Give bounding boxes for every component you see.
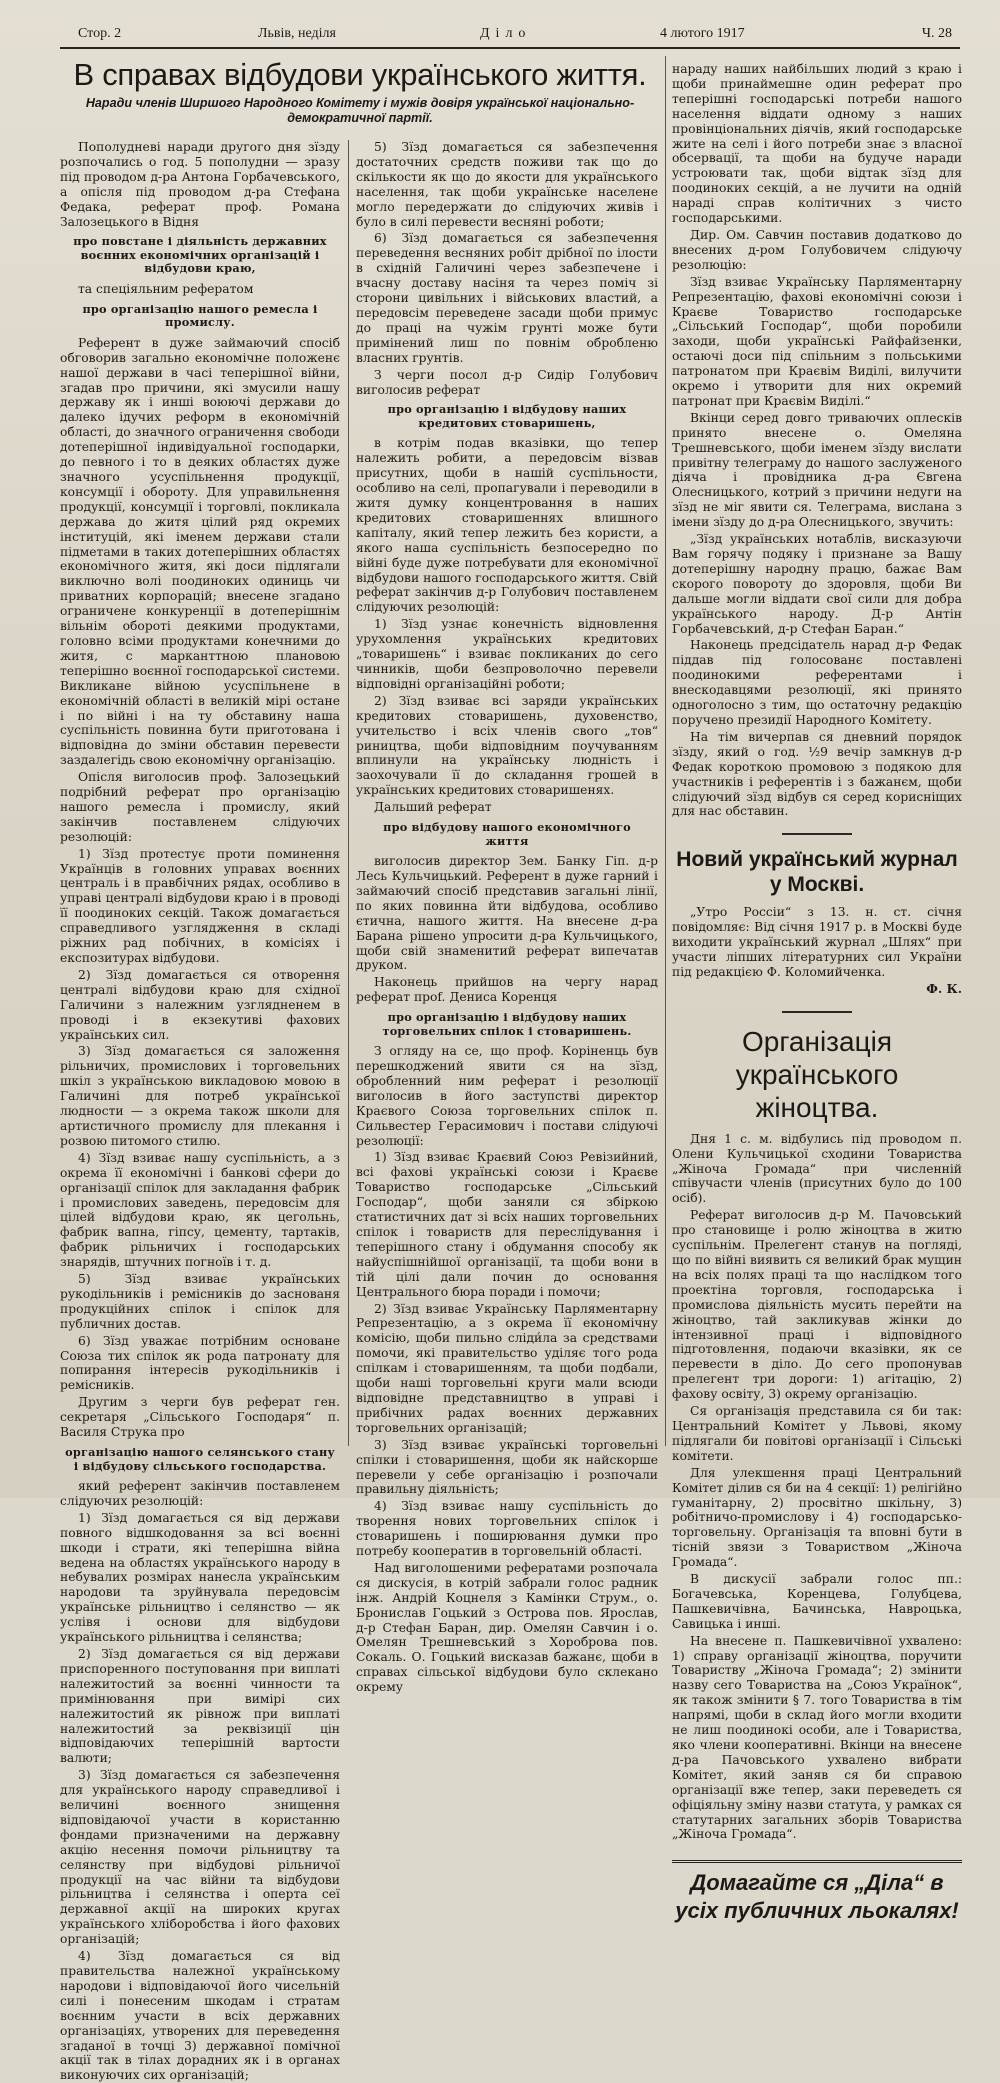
column-divider — [665, 56, 666, 1446]
paragraph: Референт в дуже займаючий спосіб обговорив загально економічне положенє нашої держави в часі теперішної війни, згадав про причини, які змусили нашу державу як і инші воюючі держави до далеко ідучих реформ в економічній області, до значного ограничення свободи дотеперішної індивідуальної господарки, до певного і то в деяких областях дуже значного усуспільнення продукції, консумції і обороту. Для управильнення продукції, консумції і торговлі, покликала держава до житя цілий ряд окремих інституцій, які іменем держави стали підметами в таких дотеперішних областях економічного житя, які доси підлягали виключно волі поодиноких одиниць чи приватних корпорацій; внесене згадано ограничене конкуренції в дотеперішнім вільнім обороті деякими продуктами, головно всіми продуктами конечними до житя, с марканттною плановою теперішно воєнної господарської системи. Викликане війною усуспільнене в економічній області в великій мірі остане і по війні і на ту обставину наша суспільність повинна бути приготована і відповідна до зміни обставин перевести заздалегідь свою економічну організацію. — [60, 335, 340, 768]
paragraph: Вкінци серед довго триваючих оплесків принято внесене о. Омеляна Трешневського, щоби іменем зїзду вислати привітну телеграму до нашого заслуженого діяча і провідника д-ра Євгена Олесницького, котрий з причини недуги на зїзд не міг явити ся. Телеграма, вислана з імени зїзду до д-ра Олесницького, звучить: — [672, 410, 962, 530]
paragraph: в котрім подав вказівки, що тепер належить робити, а передовсім візвав присутних, щоби в нашій суспільности, особливо на селі, пропагували і переводили в житя думку концентровання в наших кредитових стоваришеннях влишного капіталу, який тепер лежить без користи, а якого наша суспільність безпосередно по війні буде дуже потребувати для економічної відбудови нашого господарського життя. Свій реферат закінчив д-р Голубович поставленем слідуючих резолюцій: — [356, 436, 658, 615]
resolution: Зїзд взиває Українську Парляментарну Репрезентацію, фахові економічні союзи і Краєве Товариство господарське „Сільський Господар“, щоби поробили заходи, щоби українські Райфайзенки, остаючі доси під спільним з польськими патронатом при Краєвім Виділі, вилучити окремо і утворити для них окремий патронат при Краєвім Виділі.“ — [672, 274, 962, 408]
article-title: Новий український журнал у Москві. — [676, 848, 958, 897]
section-separator — [782, 833, 852, 835]
section-heading: про відбудову нашого економічного життя — [383, 820, 631, 848]
paragraph: В дискусії забрали голос пп.: Богачевська, Коренцева, Голубцева, Пашкевичівна, Бачинська, Навроцька, Савицька і инші. — [672, 1572, 962, 1631]
advertisement: Домагайте ся „Діла“ в усіх публичних льокалях! — [672, 1860, 962, 1925]
place-day: Львів, неділя — [258, 26, 336, 41]
paragraph: Для улекшення праці Центральний Комітет ділив ся би на 4 секції: 1) релігійно гуманітарну, 2) просвітно шкільну, 3) робітничо-промислову і 4) господарсько-торговельну. Організація та вповні бути в тісній звязи з Товариством „Жіноча Громада“. — [672, 1465, 962, 1570]
paragraph: Ся організація представила ся би так: Центральний Комітет у Львові, якому підлягали би повітові організації і Сільські комітети. — [672, 1404, 962, 1463]
section-heading: про організацію і відбудову наших кредитових стоваришень, — [387, 402, 627, 430]
paragraph: та спеціяльним рефератом — [78, 281, 254, 296]
column-divider — [348, 140, 349, 1446]
column-1 — [60, 140, 340, 2083]
paragraph: На внесене п. Пашкевичівної ухвалено: 1) справу організації жіноцтва, поручити Товариству „Жіноча Громада“; 2) змінити назву сего Товариства на „Союз Українок“, як також змінити § 7. того Товариства в тім напрямі, щоби в склад його могли входити не лиш поодинокі особи, але і Товариства, яко члени кооперативні. Вкінци на внесене д-ра Пачовського ухвалено вибрати Комітет, який заняв ся би справою організації вже тепер, заки переведеть ся офіціяльну зміну назви статута, у рамках ся статутарних загальних зборів Товариства „Жіноча Громада“. — [672, 1633, 962, 1842]
paragraph: Опісля виголосив проф. Залозецький подрібний реферат про організацію нашого ремесла і промислу, який закінчив поставленем слідуючих резолюцій: — [60, 770, 340, 844]
paragraph: нараду наших найбільших людий з краю і щоби принаймешне один реферат про теперішні господарські потреби нашого населення віддати одному з наших провінціональних діячів, який господарське жите на селі і його потреби знає з власної обсервації, та щоби на будуче наради устроювати так, щоби відтак зїзд для поодиноких секцій, а не лучити на одній нараді справ колітичних з чисто господарськими. — [672, 62, 962, 226]
resolution: 5) Зїзд домагається ся забезпечення достаточних средств поживи так що до скількости як що до якости для українського населення, так щоби українське населене могло передержати до слідуючих живів і було в силі перевести весняні роботи; — [356, 140, 658, 229]
issue-number: Ч. 28 — [921, 26, 952, 41]
header-rule — [60, 47, 960, 49]
telegram-text: „Зїзд українських нотаблів, висказуючи Вам горячу подяку і признане за Вашу дотеперішну народну працю, бажає Вам скорого повороту до здоровля, щоби Ви дальше могли віддати свої сили для добра українського народу. Д-р Антін Горбачевський, д-р Стефан Баран.“ — [672, 532, 962, 636]
paragraph: Реферат виголосив д-р М. Пачовський про становище і ролю жіноцтва в житю суспільнім. Прелегент станув на погляді, що по війні виявить ся великий брак мущин на всіх полях праці та що наслідком того проектіна торговля, господарська і промислова діяльність мусить перейти на жіноцтво, тай закликував жінки до інтензивної праці і відповідного підготовлення, подаючи вказівки, як се перевести в діло. До сего пропонував прелегент три дороги: 1) агітацію, 2) фахову освіту, 3) окрему організацію. — [672, 1208, 962, 1402]
newspaper-name: Діло — [480, 26, 532, 41]
resolution: 6) Зїзд домагається ся забезпечення переведення весняних робіт дрібної по ілости в східній Галичині через забезпечене і вчасну доставу насіня та через поміч зі сторони цивільних і військових властий, а передовсім переведене засади щоби примус до праці на чужім грунті може бути примінений лиш по повнім обробленю власних грунтів. — [356, 231, 658, 365]
resolution: 1) Зїзд протестує проти поминення Українців в головних управах воєнних централь і в правбічних рядах, особливо в управі централі відбудови краю і в проводі її поодиноких секцій. Також домагається справедливого узглядження в складі ріжних рад побічних, в комісіях і експозитурах відбудови. — [60, 846, 340, 965]
resolution: 2) Зїзд взиває Українську Парляментарну Репрезентацію, а з окрема її економічну комісію, щоби пильно сліди́ла за средствами помочи, які правительство уділяє того рода спілкам і стоваришенням, та щоби подбали, щоби наші торговельні круги мали всюди відповідне представництво в управі і прибічних радах воєнних державних торговельних організацій; — [356, 1301, 658, 1435]
paragraph: Другим з черги був реферат ген. секретаря „Сільського Господаря“ п. Василя Струка про — [60, 1395, 340, 1440]
resolution: 3) Зїзд домагається ся забезпечення для українського народу справедливої і величині воєнного знищення відповідаючої участи в користанню фондами призначеними на державну акцію несення помочи рільництву та селянству при відбудові рільничої продукції на час війни та відбудови рільництва і селянства і оперта сеї державної акції на широких кругах українського хліборобства і його фахових організацій; — [60, 1768, 340, 1947]
section-heading: про організацію і відбудову наших торговельних спілок і стоваришень. — [382, 1010, 632, 1038]
resolution: 2) Зїзд взиває всі заряди українських кредитових стоваришень, духовенство, учительство і всіх членів свого „тов“ риництва, щоби відповідним поучуванням вплинули на українську людність і заохочували її до складання грошей в українських кредитових стоваришенях. — [356, 693, 658, 798]
paragraph: Дальший реферат — [374, 800, 492, 815]
resolution: 3) Зїзд домагається ся заложення рільничих, промислових і торговельних шкіл з українською викладовою мовою в Галичині для потреб української людности — з окрема також школи для артистичного промислу для плекання і розвою питомого стилю. — [60, 1044, 340, 1148]
article-subtitle: Наради членів Ширшого Народного Комітету і мужів довіря української національно-демократичної партії. — [85, 96, 635, 125]
resolution: 1) Зїзд домагається ся від держави повного відшкодовання за всі воєнні шкоди і страти, які теперішна війна ведена на областях українського народу в небувалих розмірах нанесла українським народови та зруйнувала передовсім українське рільництво і селянство — як услівя і основи для відбудови українського рільництва і селянства; — [60, 1510, 340, 1645]
paragraph: З огляду на се, що проф. Коріненць був перешкоджений явити ся на зїзд, обробленний ним реферат і резолюції виголосив в його заступстві директор Краєвого Союза торговельних спілок п. Сильвестер Герасимович і постави слідуючі резолюції: — [356, 1044, 658, 1148]
paragraph: виголосив директор Зем. Банку Гіп. д-р Лесь Кульчицький. Референт в дуже гарний і займаючий спосіб представив загальні лінії, по яких повинна йти відбудова, особливо єтична, нашого життя. На внесене д-ра Барана рішено упросити д-ра Кульчицького, щоби свій знаменитий реферат випечатав друком. — [356, 854, 658, 973]
paragraph: Над виголошеними рефератами розпочала ся дискусія, в котрій забрали голос радник інж. Андрій Коцнеля з Камінки Струм., о. Бронислав Гоцький з Острова пов. Ярослав, д-р Стефан Баран, дир. Омелян Савчин і о. Омелян Трешневський з Хороброва пов. Сокаль. О. Гоцький висказав бажанє, щоби в справах сільської відбудови було склекано окрему — [356, 1560, 658, 1695]
resolution: 4) Зїзд взиває нашу суспільність до творення нових торговельних спілок і стоваришень і поширювання думки про потребу кооператив в торговельній області. — [356, 1499, 658, 1559]
article-title: В справах відбудови українського життя. — [73, 57, 647, 92]
paragraph: Дня 1 с. м. відбулись під проводом п. Олени Кульчицької сходини Товариства „Жіноча Громада“ при численній співучасти членів (присутних було до 100 осіб). — [672, 1131, 962, 1206]
paragraph: На тім вичерпав ся дневний порядок зїзду, який о год. ½9 вечір замкнув д-р Федак короткою промовою з подякою для участників і референтів і з бажанєм, щоби слідуючий зїзд відбув ся серед корисніщих для нас обставин. — [672, 729, 962, 819]
paragraph: який референт закінчив поставленем слідуючих резолюцій: — [60, 1479, 340, 1508]
section-separator — [782, 1011, 852, 1013]
page-number: Стор. 2 — [78, 26, 122, 41]
resolution: 3) Зїзд взиває українські торговельні спілки і стоваришення, щоби як найскорше перевели у себе організацію і розпочали правильну діяльність; — [356, 1437, 658, 1497]
section-heading: про організацію нашого ремесла і промислу. — [82, 301, 318, 330]
resolution: 6) Зїзд уважає потрібним основане Союза тих спілок як рода патронату для попирання інтересів рукодільників і ремісників. — [60, 1333, 340, 1393]
issue-date: 4 лютого 1917 — [660, 26, 745, 41]
column-2 — [356, 140, 658, 1695]
resolution: 1) Зїзд узнає конечність відновлення урухомлення українських кредитових „товаришень“ і взиває покликаних до сего чинників, щоби безпроволочно перевели відповідні організаційні роботи; — [356, 617, 658, 691]
signature: Ф. К. — [926, 980, 962, 996]
section-heading: організацію нашого селянського стану і відбудову сільського господарства. — [65, 1445, 335, 1473]
paragraph: Наконець прийшов на чергу нарад реферат прof. Дениса Коренця — [356, 975, 658, 1005]
page-header — [60, 26, 960, 48]
paragraph: „Утро Россіи“ з 13. н. ст. січня повідомляє: Від січня 1917 р. в Москві буде виходити український журнал „Шлях“ при участи ліпших літературних сил України під редакцією Ф. Коломийченка. — [672, 905, 962, 979]
section-heading: про повстане і діяльність державних воєнних економічних організацій і відбудови краю, — [73, 234, 327, 276]
column-3 — [672, 62, 962, 1924]
resolution: 4) Зїзд взиває нашу суспільність, а з окрема її економічні і банкові сфери до організації спілок для закладання фабрик і промислових заведень, передовсім для цілей відбудови краю, як цегольнь, фабрик вапна, гіпсу, цементу, тартаків, фабрик рільничих і господарських знарядів, штучних погноїв і т. д. — [60, 1150, 340, 1270]
resolution: 1) Зїзд взиває Краєвий Союз Ревізийний, всі фахові українські союзи і Краєве Товариство господарське „Сільський Господар“, щоби заняли ся збіркою статистичних дат зі всіх наших торговельних спілок і товариств для переслідування і теперішного стану і обдумання способу як найуспішнійшої організації, та щоби вони в тій цілі дали почин до основання Центрального бюра поради і помочи; — [356, 1150, 658, 1299]
paragraph: Наконець предсідатель нарад д-р Федак піддав під голосованє поставлені поодинокими референтами і внескодавцями резолюції, які принято одноголосно з тим, що остаточну редакцію поручено президії Народного Комітету. — [672, 638, 962, 727]
resolution: 5) Зїзд взиває українських рукодільників і ремісників до заснованя продукційних спілок і спілок для публичних достав. — [60, 1272, 340, 1331]
resolution: 2) Зїзд домагається ся від держави приспоренного поступовання при виплаті належитостий за воєнні чинности та примінювання при вимірі сих належитостий як рівнож при виплаті належитостий за реквізиції цін відповідаючих теперішній вартости валюти; — [60, 1646, 340, 1766]
resolution: 2) Зїзд домагається ся отворення централі відбудови краю для східної Галичини з належним узглядненем в проводі і в екзекутиві фахових українських сил. — [60, 967, 340, 1042]
resolution: 4) Зїзд домагається ся від правительства належної українському народови і відповідаючої його чисельній силі і понесеним шкодам і стратам воєнним участи в всіх державних організаціях, утворених для переведення згаданої в точці 3) державної помічної акції так в тілах дорадних як і в органах виконуючих сих організацій; — [60, 1949, 340, 2083]
article-title: Організація українського жіноцтва. — [735, 1025, 899, 1123]
paragraph: Пополудневі наради другого дня зїзду розпочались о год. 5 пополудни — зразу під проводом д-ра Антона Горбачевського, а опісля під проводом д-ра Стефана Федака, реферат проф. Романа Залозецького в Відня — [60, 140, 340, 229]
paragraph: Дир. Ом. Савчин поставив додатково до внесених д-ром Голубовичем слідуючу резолюцію: — [672, 227, 962, 272]
paragraph: З черги посол д-р Сидір Голубович виголосив реферат — [356, 367, 658, 397]
